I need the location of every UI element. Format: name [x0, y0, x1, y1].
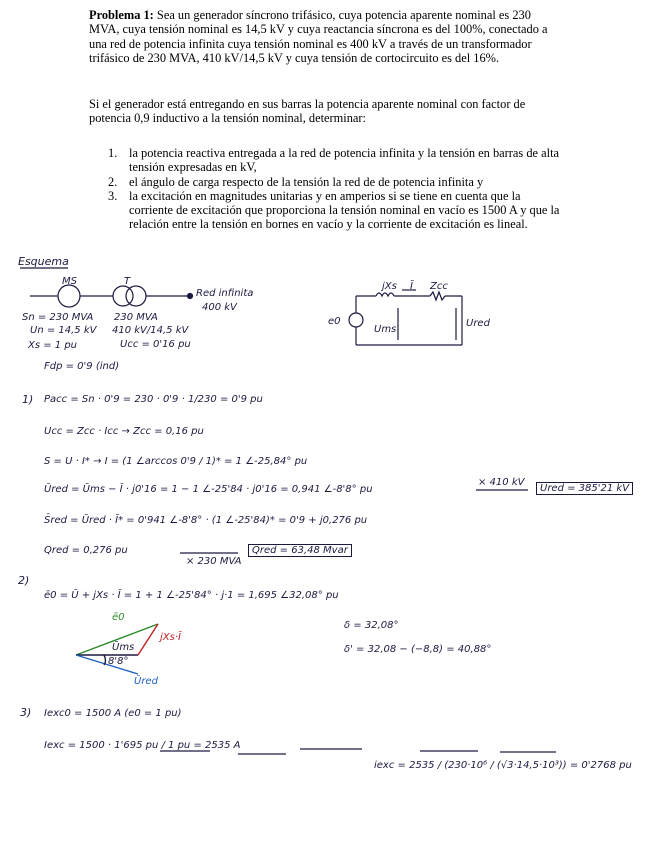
esquema-label: Esquema: [18, 255, 69, 268]
transformer-winding: [113, 286, 133, 306]
phasor-e0-label: ē0: [112, 612, 125, 623]
phasor-ured-label: Ūred: [134, 676, 158, 687]
phasor-ums-label: Ūms: [112, 642, 135, 653]
equation-line: Qred = 0,276 pu: [44, 545, 128, 556]
ms-label: MS: [62, 276, 77, 287]
equation-line: Pacc = Sn · 0'9 = 230 · 0'9 · 1/230 = 0'9 pu: [44, 394, 263, 405]
zcc-label: Zcc: [430, 281, 448, 292]
source-symbol: [349, 313, 363, 327]
result-box: Qred = 63,48 Mvar: [248, 544, 352, 557]
equation-line: Ucc = Zcc · Icc → Zcc = 0,16 pu: [44, 426, 204, 437]
t-label: T: [124, 276, 131, 287]
equation-line: iexc = 2535 / (230·10⁶ / (√3·14,5·10³)) = 0'2768 pu: [374, 760, 632, 771]
generator-symbol: [58, 285, 80, 307]
result-box: Ured = 385'21 kV: [536, 482, 633, 495]
angle-arc: [104, 655, 106, 665]
infinite-bus-node: [188, 294, 193, 299]
jxs-label: jXs: [382, 281, 397, 292]
red-kv-label: 400 kV: [202, 302, 237, 313]
e0-label: e0: [328, 316, 341, 327]
phasor-ured: [76, 655, 138, 674]
t-sn-label: 230 MVA: [114, 312, 158, 323]
i-label: Ī: [410, 281, 413, 292]
sn-label: Sn = 230 MVA: [22, 312, 94, 323]
ured-label: Ured: [466, 318, 490, 329]
equation-line: ē0 = Ū + jXs · Ī = 1 + 1 ∠-25'84° · j·1 = 1,695 ∠32,08° pu: [44, 590, 339, 601]
ucc-label: Ucc = 0'16 pu: [120, 339, 191, 350]
list-item: 3. la excitación en magnitudes unitarias y en amperios si se tiene en cuenta que la corriente de excitación que proporciona la tensión nominal en vacío es 1500 A y que la relación entre la tensión en bornes en vacío y la corriente de excitación es lineal.: [108, 188, 560, 232]
transformer-winding: [126, 286, 146, 306]
phasor-angle-label: 8'8°: [108, 656, 129, 667]
delta-prime-line: δ' = 32,08 − (−8,8) = 40,88°: [344, 644, 492, 655]
fdp-label: Fdp = 0'9 (ind): [44, 361, 120, 372]
problem-title: Problema 1:: [89, 8, 154, 22]
problem-intro: Sea un generador síncrono trifásico, cuya potencia aparente nominal es 230 MVA, cuya tensión nominal es 14,5 kV y cuya reactancia síncrona es del 100%, conectado a una red de potencia infinita cuya tensión nominal es 400 kV a través de un transformador trifásico de 230 MVA, 410 kV/14,5 kV y cuya tensión de cortocircuito es del 16%.: [89, 8, 548, 65]
un-label: Un = 14,5 kV: [30, 325, 97, 336]
conversion-label: × 230 MVA: [186, 556, 242, 567]
equation-line: Iexc = 1500 · 1'695 pu / 1 pu = 2535 A: [44, 740, 241, 751]
equation-line: S̄red = Ūred · Ī* = 0'941 ∠-8'8° · (1 ∠-25'84)* = 0'9 + j0,276 pu: [44, 515, 368, 526]
list-item: 2. el ángulo de carga respecto de la tensión la red de de potencia infinita y: [108, 174, 484, 189]
t-ratio-label: 410 kV/14,5 kV: [112, 325, 189, 336]
ums-label: Ums: [374, 324, 397, 335]
phasor-jxi: [138, 624, 158, 655]
list-item: 1. la potencia reactiva entregada a la red de potencia infinita y la tensión en barras de alta tensión expresadas en kV,: [108, 146, 560, 175]
phasor-jxi-label: jXs·Ī: [160, 632, 181, 643]
delta-line: δ = 32,08°: [344, 620, 399, 631]
equation-line: Iexc0 = 1500 A (e0 = 1 pu): [44, 708, 182, 719]
red-label: Red infinita: [196, 288, 254, 299]
equation-line: S = U · I* → I = (1 ∠arccos 0'9 / 1)* = 1 ∠-25,84° pu: [44, 456, 308, 467]
reactance-coil: [376, 293, 394, 296]
section-1-label: 1): [22, 393, 34, 406]
impedance-zigzag: [430, 292, 445, 300]
conversion-label: × 410 kV: [478, 477, 525, 488]
xs-label: Xs = 1 pu: [28, 340, 78, 351]
equation-line: Ūred = Ūms − Ī · j0'16 = 1 − 1 ∠-25'84 · j0'16 = 0,941 ∠-8'8° pu: [44, 484, 373, 495]
section-3-label: 3): [20, 706, 32, 719]
problem-condition: Si el generador está entregando en sus barras la potencia aparente nominal con factor de potencia 0,9 inductivo a la tensión nominal, determinar:: [89, 97, 526, 126]
section-2-label: 2): [18, 574, 30, 587]
